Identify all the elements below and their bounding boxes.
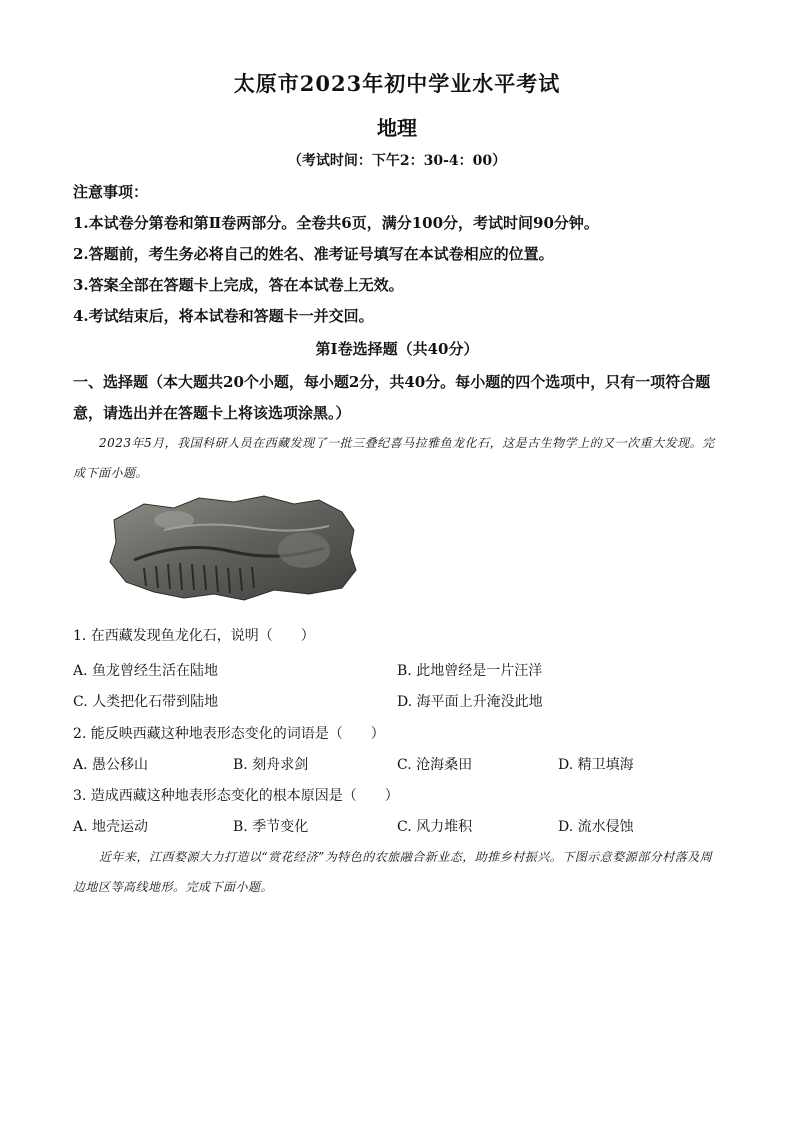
option-d: D. 流水侵蚀 [558,819,634,835]
option-b: B. 刻舟求剑 [233,757,309,773]
note-item: 4.考试结束后，将本试卷和答题卡一并交回。 [73,307,374,325]
notes-heading: 注意事项： [73,183,149,201]
option-a: A. 鱼龙曾经生活在陆地 [73,663,219,679]
note-item: 2.答题前，考生务必将自己的姓名、准考证号填写在本试卷相应的位置。 [73,245,554,263]
option-c: C. 人类把化石带到陆地 [73,694,219,710]
exam-title: 太原市2023年初中学业水平考试 [233,71,561,96]
question-stem: 2. 能反映西藏这种地表形态变化的词语是（ ） [73,726,385,742]
question-stem: 3. 造成西藏这种地表形态变化的根本原因是（ ） [73,788,399,804]
fossil-photo [104,490,362,604]
option-d: D. 海平面上升淹没此地 [397,694,543,710]
section-title: 第Ⅰ卷选择题（共40分） [315,340,479,358]
section-instructions: 一、选择题（本大题共20个小题，每小题2分，共40分。每小题的四个选项中，只有一项符合题意，请选出并在答题卡上将该选项涂黑。） [73,373,711,422]
note-item: 3.答案全部在答题卡上完成，答在本试卷上无效。 [73,276,404,294]
note-item: 1.本试卷分第卷和第Ⅱ卷两部分。全卷共6页，满分100分，考试时间90分钟。 [73,214,599,232]
option-c: C. 风力堆积 [397,819,473,835]
subject-title: 地理 [377,116,417,140]
question-stem: 1. 在西藏发现鱼龙化石，说明（ ） [73,628,315,644]
passage-intro: 2023年5月，我国科研人员在西藏发现了一批三叠纪喜马拉雅鱼龙化石，这是古生物学上的又一次重大发现。完成下面小题。 [73,436,715,480]
passage-intro: 近年来，江西婺源大力打造以“赏花经济”为特色的农旅融合新业态，助推乡村振兴。下图示意婺源部分村落及周边地区等高线地形。完成下面小题。 [73,850,713,894]
option-d: D. 精卫填海 [558,757,634,773]
option-b: B. 季节变化 [233,819,309,835]
option-c: C. 沧海桑田 [397,757,473,773]
option-a: A. 愚公移山 [73,757,149,773]
option-b: B. 此地曾经是一片汪洋 [397,663,543,679]
option-a: A. 地壳运动 [73,819,149,835]
exam-time: （考试时间：下午2：30-4：00） [287,153,507,169]
